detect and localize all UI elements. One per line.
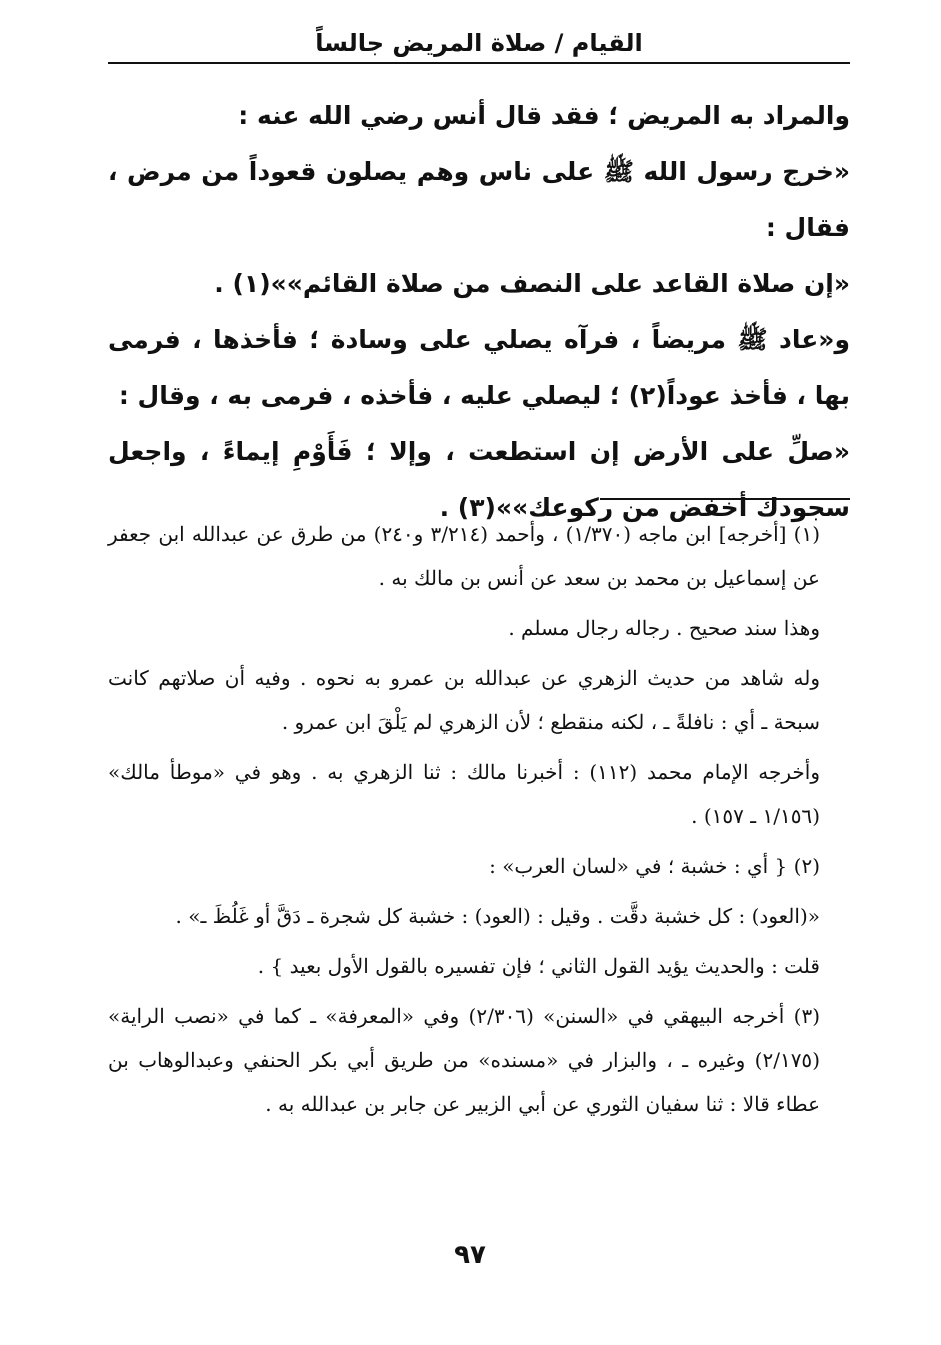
footnote-1-note: وهذا سند صحيح . رجاله رجال مسلم .	[508, 616, 820, 640]
footnote-1-source: وأخرجه الإمام محمد (١١٢) : أخبرنا مالك : ثنا الزهري به . وهو في «موطأ مالك» (١/١٥٦ ـ ١٥٧) .	[108, 760, 820, 828]
footnote-1: (١) [أخرجه] ابن ماجه (١/٣٧٠) ، وأحمد (٣/٢١٤ و٢٤٠) من طرق عن عبدالله ابن جعفر عن إسماعيل بن محمد بن سعد عن أنس بن مالك به .	[108, 522, 820, 590]
main-paragraph-2: «خرج رسول الله ﷺ على ناس وهم يصلون قعوداً من مرض ، فقال :	[108, 157, 850, 242]
header-rule	[108, 62, 850, 64]
footnotes	[108, 512, 850, 1132]
running-header: القيام / صلاة المريض جالساً	[315, 29, 643, 57]
footnote-1-witness: وله شاهد من حديث الزهري عن عبدالله بن عمرو به نحوه . وفيه أن صلاتهم كانت سبحة ـ أي : نافلةً ـ ، لكنه منقطع ؛ لأن الزهري لم يَلْقَ ابن عمرو .	[108, 666, 820, 734]
footnote-2-comment: قلت : والحديث يؤيد القول الثاني ؛ فإن تفسيره بالقول الأول بعيد } .	[257, 954, 820, 978]
footnote-2: (٢) { أي : خشبة ؛ في «لسان العرب» :	[489, 854, 820, 878]
footnote-2-quote: «(العود) : كل خشبة دقَّت . وقيل : (العود) : خشبة كل شجرة ـ دَقَّ أو غَلُظَ ـ» .	[175, 904, 820, 928]
main-paragraph-3: «إن صلاة القاعد على النصف من صلاة القائم»»(١) .	[214, 269, 850, 298]
main-paragraph-5: «صلِّ على الأرض إن استطعت ، وإلا ؛ فَأَوْمِ إيماءً ، واجعل سجودك أخفض من ركوعك»»(٣) .	[108, 437, 850, 522]
footnote-3: (٣) أخرجه البيهقي في «السنن» (٢/٣٠٦) وفي «المعرفة» ـ كما في «نصب الراية» (٢/١٧٥) وغيره ـ ، والبزار في «مسنده» من طريق أبي بكر الحنفي وعبدالوهاب بن عطاء قالا : ثنا سفيان الثوري عن أبي الزبير عن جابر بن عبدالله به .	[108, 1004, 820, 1116]
main-text	[108, 88, 850, 536]
main-paragraph-4: و«عاد ﷺ مريضاً ، فرآه يصلي على وسادة ؛ فأخذها ، فرمى بها ، فأخذ عوداً(٢) ؛ ليصلي عليه ، فأخذه ، فرمى به ، وقال :	[108, 325, 850, 410]
main-paragraph-1: والمراد به المريض ؛ فقد قال أنس رضي الله عنه :	[238, 101, 850, 130]
footnote-rule	[600, 498, 850, 500]
page-number: ٩٧	[454, 1240, 486, 1270]
